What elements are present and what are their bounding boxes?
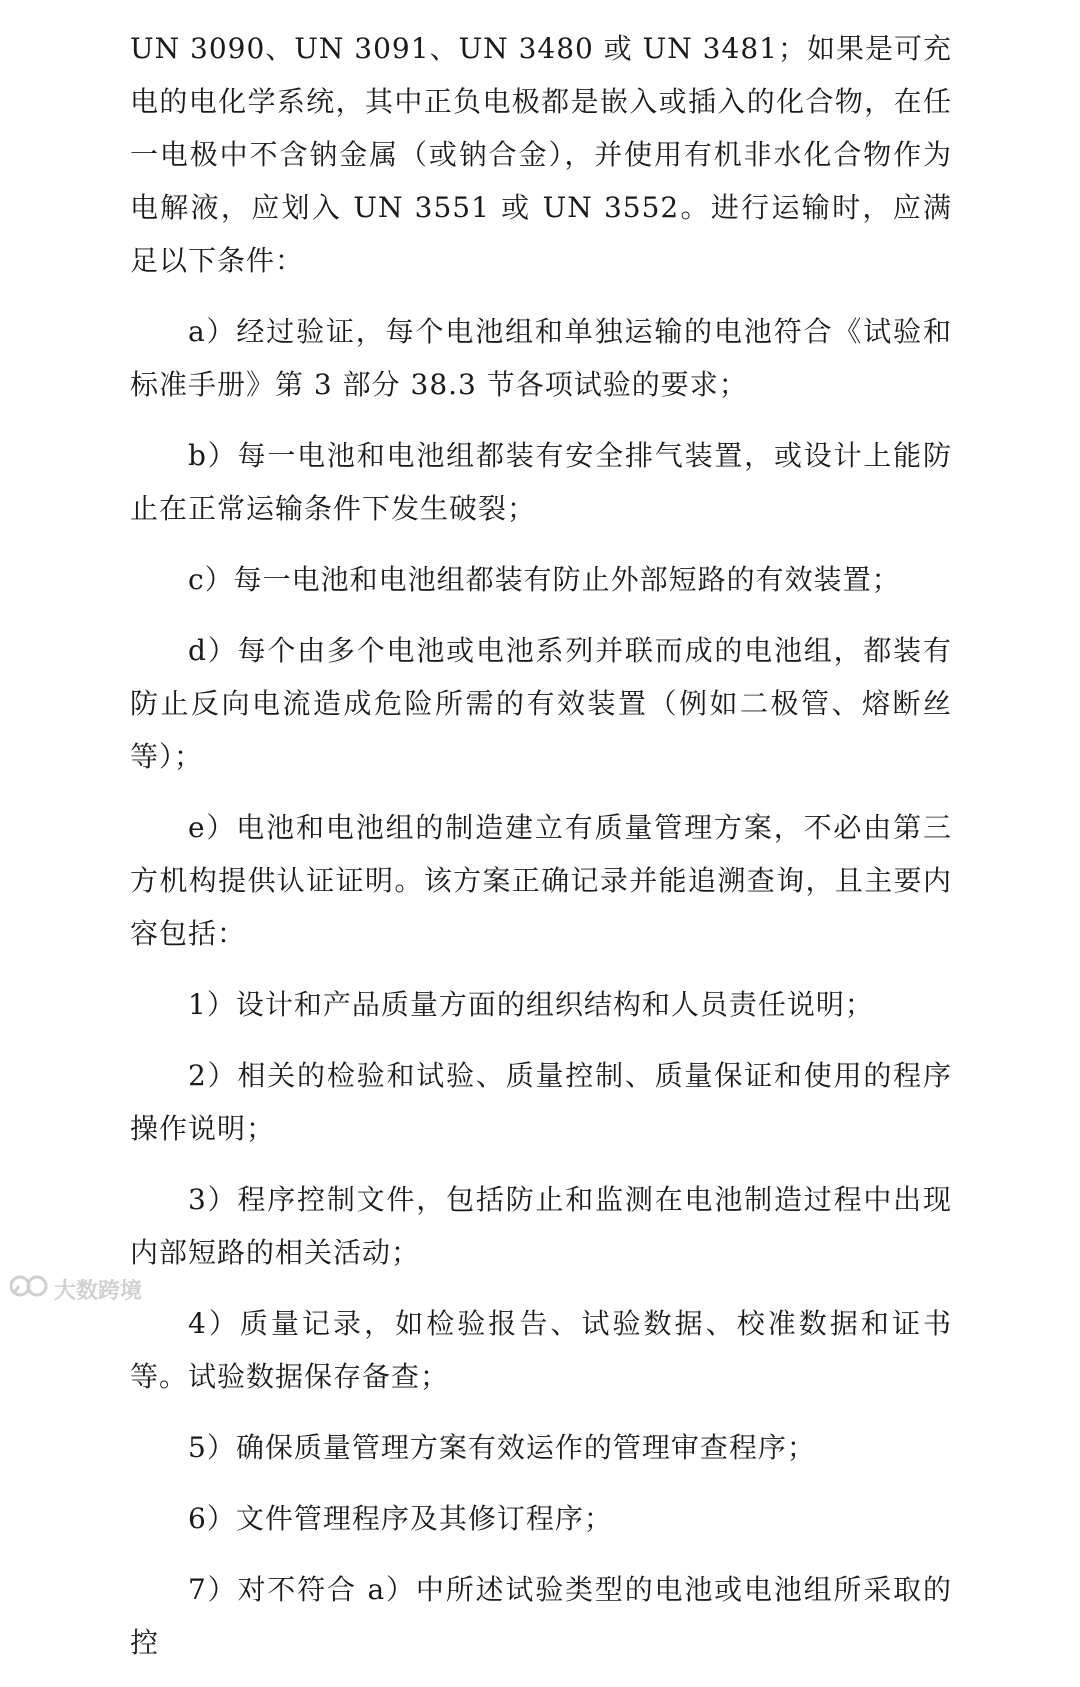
paragraph-intro: UN 3090、UN 3091、UN 3480 或 UN 3481；如果是可充电的电化学系统，其中正负电极都是嵌入或插入的化合物，在任一电极中不含钠金属（或钠合金），并使用有机非水化合物作为电解液，应划入 UN 3551 或 UN 3552。进行运输时，应满足以下条件： bbox=[130, 32, 952, 277]
paragraph-condition-a: a）经过验证，每个电池组和单独运输的电池符合《试验和标准手册》第 3 部分 38.3 节各项试验的要求； bbox=[130, 315, 952, 401]
paragraph-item-1: 1）设计和产品质量方面的组织结构和人员责任说明； bbox=[188, 988, 874, 1021]
paragraph-condition-d: d）每个由多个电池或电池系列并联而成的电池组，都装有防止反向电流造成危险所需的有效装置（例如二极管、熔断丝等）； bbox=[130, 634, 952, 773]
paragraph-condition-c: c）每一电池和电池组都装有防止外部短路的有效装置； bbox=[188, 563, 901, 596]
logo-icon bbox=[10, 1273, 48, 1305]
paragraph-condition-e: e）电池和电池组的制造建立有质量管理方案，不必由第三方机构提供认证证明。该方案正确记录并能追溯查询，且主要内容包括： bbox=[130, 811, 952, 950]
paragraph-item-6: 6）文件管理程序及其修订程序； bbox=[188, 1502, 613, 1535]
paragraph-item-4: 4）质量记录，如检验报告、试验数据、校准数据和证书等。试验数据保存备查； bbox=[130, 1307, 952, 1393]
document-body bbox=[130, 22, 952, 1687]
watermark bbox=[10, 1273, 142, 1305]
paragraph-condition-b: b）每一电池和电池组都装有安全排气装置，或设计上能防止在正常运输条件下发生破裂； bbox=[130, 439, 952, 525]
paragraph-item-3: 3）程序控制文件，包括防止和监测在电池制造过程中出现内部短路的相关活动； bbox=[130, 1183, 952, 1269]
paragraph-item-7: 7）对不符合 a）中所述试验类型的电池或电池组所采取的控 bbox=[130, 1573, 952, 1659]
watermark-text: 大数跨境 bbox=[54, 1278, 143, 1304]
paragraph-item-5: 5）确保质量管理方案有效运作的管理审查程序； bbox=[188, 1431, 816, 1464]
paragraph-item-2: 2）相关的检验和试验、质量控制、质量保证和使用的程序操作说明； bbox=[130, 1059, 952, 1145]
